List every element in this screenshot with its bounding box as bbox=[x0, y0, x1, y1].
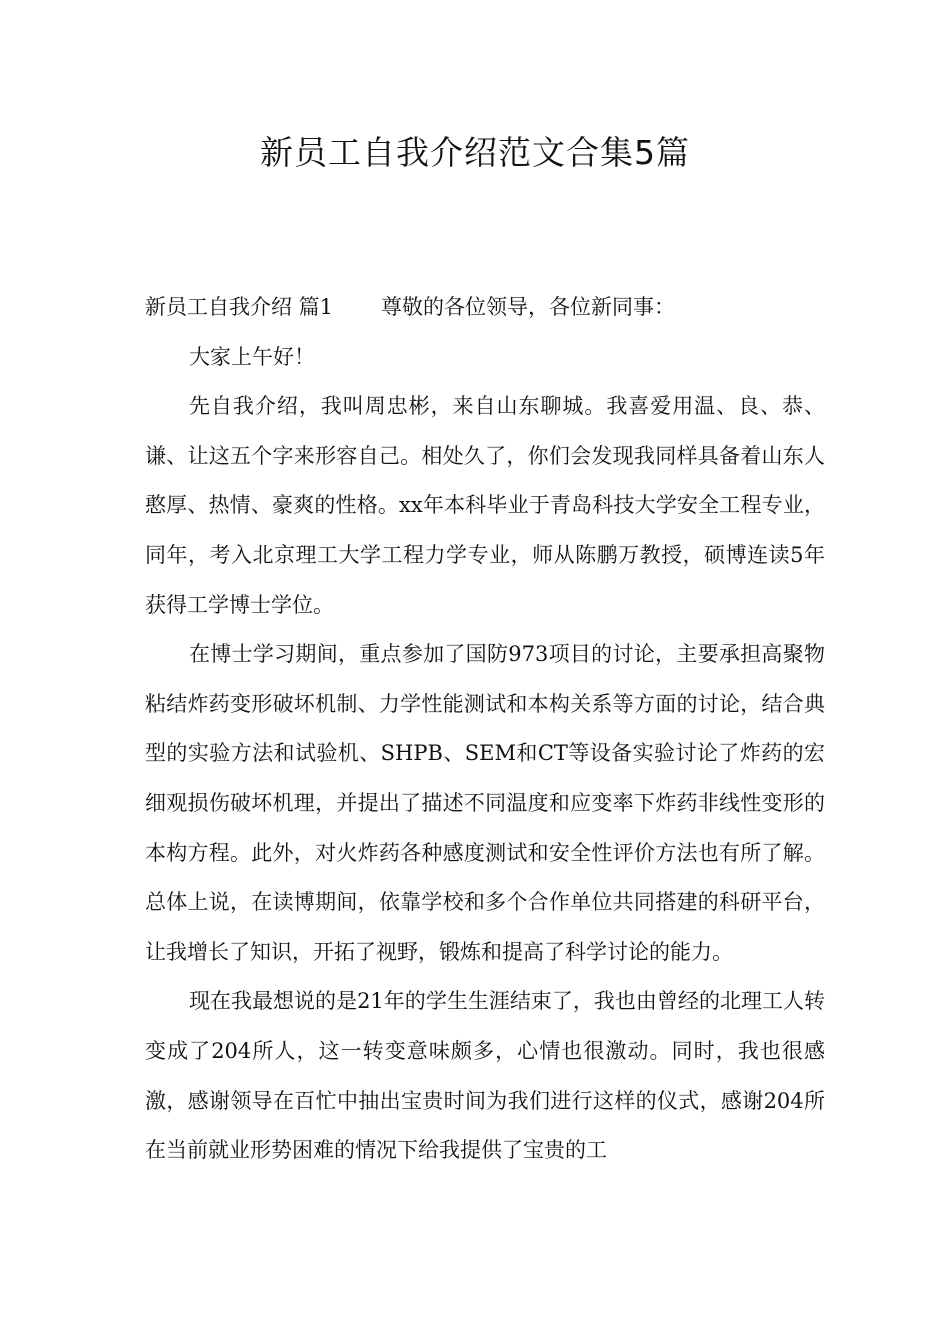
document-title: 新员工自我介绍范文合集5篇 bbox=[260, 133, 690, 172]
paragraph-greeting: 大家上午好！ bbox=[189, 344, 315, 369]
paragraph-gratitude: 现在我最想说的是21年的学生生涯结束了，我也由曾经的北理工人转变成了204所人，这一转变意味颇多，心情也很激动。同时，我也很感激，感谢领导在百忙中抽出宝贵时间为我们进行这样的仪式，感谢204所在当前就业形势困难的情况下给我提供了宝贵的工 bbox=[145, 989, 825, 1163]
section-heading-line bbox=[145, 283, 825, 333]
paragraph-phd-study: 在博士学习期间，重点参加了国防973项目的讨论，主要承担高聚物粘结炸药变形破坏机制、力学性能测试和本构关系等方面的讨论，结合典型的实验方法和试验机、SHPB、SEM和CT等设备实验讨论了炸药的宏细观损伤破坏机理，并提出了描述不同温度和应变率下炸药非线性变形的本构方程。此外，对火炸药各种感度测试和安全性评价方法也有所了解。总体上说，在读博期间，依靠学校和多个合作单位共同搭建的科研平台，让我增长了知识，开拓了视野，锻炼和提高了科学讨论的能力。 bbox=[145, 642, 825, 964]
salutation: 尊敬的各位领导，各位新同事： bbox=[381, 295, 676, 319]
document-body bbox=[145, 283, 825, 1176]
section-heading: 新员工自我介绍 篇1 bbox=[145, 295, 334, 319]
paragraph-self-intro: 先自我介绍，我叫周忠彬，来自山东聊城。我喜爱用温、良、恭、谦、让这五个字来形容自己。相处久了，你们会发现我同样具备着山东人憨厚、热情、豪爽的性格。xx年本科毕业于青岛科技大学安全工程专业，同年，考入北京理工大学工程力学专业，师从陈鹏万教授，硕博连读5年获得工学博士学位。 bbox=[145, 394, 825, 617]
